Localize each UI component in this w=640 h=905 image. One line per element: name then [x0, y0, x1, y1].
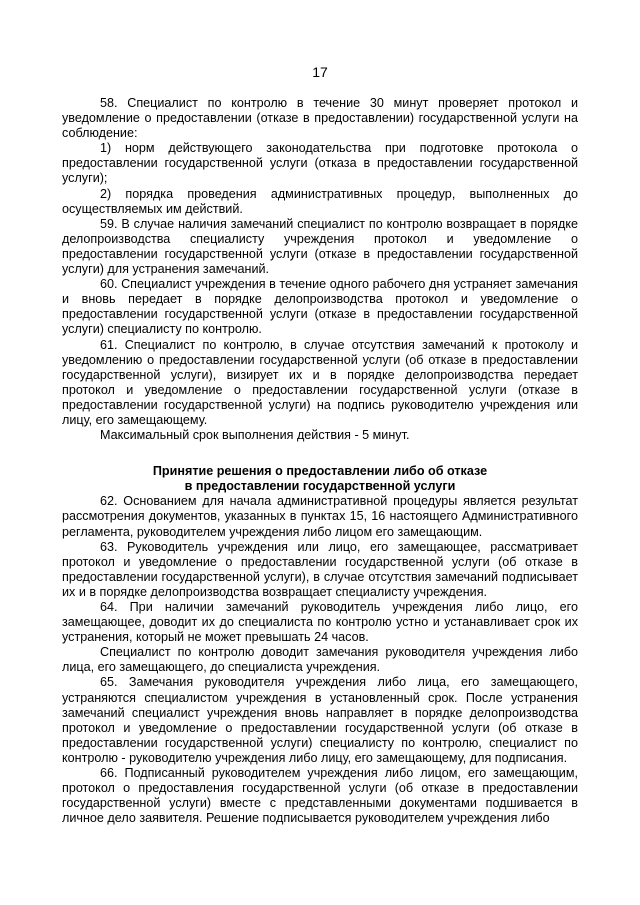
- paragraph-65: 65. Замечания руководителя учреждения либо лица, его замещающего, устраняются специалистом учреждения в установленный срок. После устранения замечаний специалист учреждения вновь направляет в порядке делопроизводства протокол и уведомление о предоставлении государственной услуги (об отказе в предоставлении государственной услуги) специалисту по контролю, специалист по контролю - руководителю учреждения либо лицу, его замещающему, для подписания.: [62, 675, 578, 765]
- page-number: 17: [312, 64, 328, 80]
- paragraph-60: 60. Специалист учреждения в течение одного рабочего дня устраняет замечания и вновь передает в порядке делопроизводства протокол и уведомление о предоставлении государственной услуги (отказе в предоставлении государственной услуги) специалисту по контролю.: [62, 277, 578, 337]
- paragraph-62: 62. Основанием для начала административной процедуры является результат рассмотрения документов, указанных в пунктах 15, 16 настоящего Административного регламента, руководителем учреждения либо лицом его замещающим.: [62, 494, 578, 539]
- section-heading-line-1: Принятие решения о предоставлении либо об отказе: [152, 464, 488, 479]
- paragraph-64: 64. При наличии замечаний руководитель учреждения либо лицо, его замещающее, доводит их до специалиста по контролю устно и устанавливает срок их устранения, который не может превышать 24 часов.: [62, 600, 578, 645]
- document-body: [62, 96, 578, 826]
- paragraph-59: 59. В случае наличия замечаний специалист по контролю возвращает в порядке делопроизводства специалисту учреждения протокол и уведомление о предоставлении государственной услуги (отказе в предоставлении государственной услуги) для устранения замечаний.: [62, 216, 578, 277]
- max-duration-note: Максимальный срок выполнения действия - 5 минут.: [100, 428, 410, 443]
- paragraph-66: 66. Подписанный руководителем учреждения либо лицом, его замещающим, протокол о предоставления государственной услуги (об отказе в предоставлении государственной услуги) вместе с представленными документами подшивается в личное дело заявителя. Решение подписывается руководителем учреждения либо: [62, 766, 578, 826]
- section-heading-line-2: в предоставлении государственной услуги: [184, 479, 456, 494]
- paragraph-58-item-1: 1) норм действующего законодательства при подготовке протокола о предоставлении государственной услуги (отказа в предоставлении государственной услуги);: [62, 141, 578, 186]
- paragraph-58: 58. Специалист по контролю в течение 30 минут проверяет протокол и уведомление о предоставлении (отказе в предоставлении) государственной услуги на соблюдение:: [62, 96, 578, 141]
- paragraph-64-note: Специалист по контролю доводит замечания руководителя учреждения либо лица, его замещающего, до специалиста учреждения.: [62, 645, 578, 675]
- paragraph-61: 61. Специалист по контролю, в случае отсутствия замечаний к протоколу и уведомлению о предоставлении государственной услуги (об отказе в предоставлении государственной услуги), визирует их и в порядке делопроизводства передает протокол и уведомление о предоставлении государственной услуги (отказе в предоставлении государственной услуги) на подпись руководителю учреждения или лицу, его замещающему.: [62, 337, 578, 427]
- paragraph-58-item-2: 2) порядка проведения административных процедур, выполненных до осуществляемых им действий.: [62, 186, 578, 216]
- paragraph-63: 63. Руководитель учреждения или лицо, его замещающее, рассматривает протокол и уведомление о предоставлении государственной услуги (об отказе в предоставлении государственной услуги), в случае отсутствия замечаний подписывает их и в порядке делопроизводства возвращает специалисту учреждения.: [62, 539, 578, 599]
